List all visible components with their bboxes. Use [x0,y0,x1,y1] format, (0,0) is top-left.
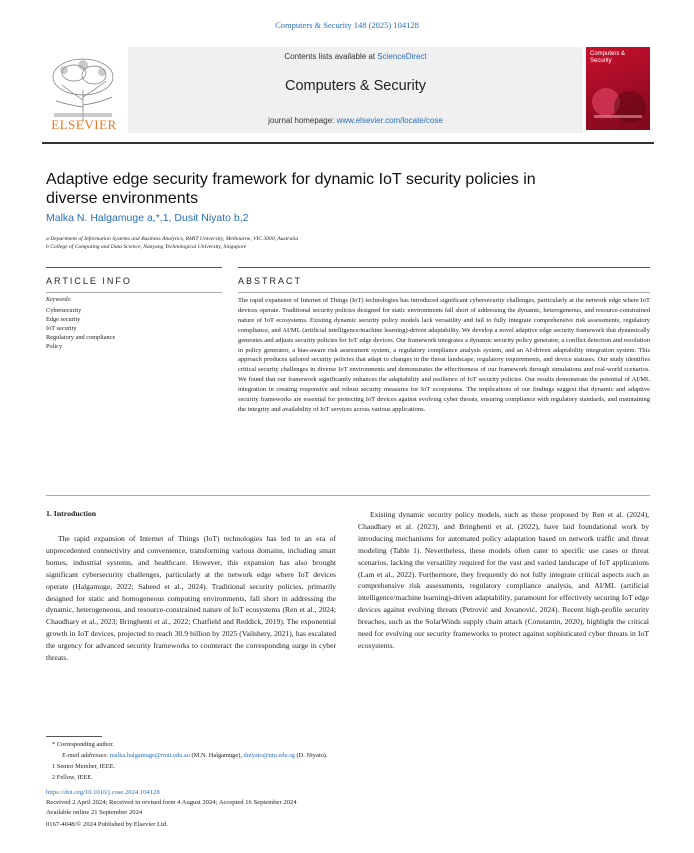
homepage-prefix: journal homepage: [268,116,337,125]
journal-name: Computers & Security [284,78,427,94]
author-list[interactable]: Malka N. Halgamuge a,*,1, Dusit Niyato b,2 [46,212,249,224]
footnote-1: 1 Senior Member, IEEE. [52,763,116,770]
introduction-left-column: The rapid expansion of Internet of Things (IoT) technologies has led to an era of unprecedented connectivity and convenience, transforming various domains, including smart homes, industrial systems, and healthcare. However, this expansion has also brought significant cybersecurity challenges, particularly at the network edge where IoT devices operate (Halgamuge, 2022; Saheed et al., 2024). Traditional security policies, primarily designed for static and homogeneous computing environments, fall short in addressing the dynamic, heterogeneous, and resource-constrained nature of IoT ecosystems (Ren et al., 2024; Chaudhary et al., 2023; Bringhenti et al., 2022; Chatfield and Reddick, 2019). The exponential growth in IoT devices, projected to reach 30.9 billion by 2025 (Vailshery, 2021), has escalated the urgency for advanced security frameworks to counteract the corresponding surge in cyber threats. [46,534,336,663]
footnote-rule [46,736,102,737]
affiliation-b: b College of Computing and Data Science, Nanyang Technological University, Singapore [46,244,247,250]
header-rule [42,142,654,144]
keywords-label: Keywords: [46,297,72,303]
keyword-item: Cybersecurity [46,307,82,314]
email-name-2: (D. Niyato). [294,752,328,759]
article-info-heading: ARTICLE INFO [46,276,132,286]
abstract-rule-2 [238,292,650,293]
abstract-end-rule [46,495,650,496]
introduction-heading: 1. Introduction [46,509,97,518]
available-online: Available online 21 September 2024 [46,809,143,816]
contents-prefix: Contents lists available at [284,52,378,61]
keyword-item: IoT security [46,325,77,332]
article-info-rule [46,267,222,268]
introduction-right-column: Existing dynamic security policy models, such as those proposed by Ren et al. (2024), Chaudhary et al. (2023), and Bringhenti et al. (2022), have laid foundational work by introducing mechanisms for automated policy adaptation based on network traffic and threat modeling (Table 1). Nevertheless, these models often cater to specific use cases or threat scenarios, lacking the versatility required for the vast and varied landscape of IoT applications (Lam et al., 2022). Furthermore, they frequently do not fully integrate critical aspects such as comprehensive risk assessments, regulatory compliance analysis, and AI/ML (artificial intelligence/machine learning)-driven adaptability, paramount for effectively securing IoT edge devices against evolving threats (Petrović and Jovanović, 2024). Recent high-profile security breaches, such as the SolarWinds supply chain attack (Constantin, 2020), highlight the critical need for evolving our security frameworks to protect against sophisticated cyber threats in IoT ecosystems. [358,510,649,650]
email-label: E-mail addresses: [62,752,110,759]
keyword-item: Regulatory and compliance [46,334,116,341]
abstract-text: The rapid expansion of Internet of Things (IoT) technologies has introduced significant cybersecurity challenges, particularly at the network edge where IoT devices operate. Traditional security policies designed for static environments fall short of addressing the dynamic, heterogeneous, and resource-constrained nature of IoT ecosystems. Existing dynamic security policy models lack versatility and fail to fully integrate comprehensive risk assessments, regulatory compliance, and AI/ML (artificial intelligence/machine learning)-driven adaptability. We develop a novel adaptive edge security framework that dynamically generates and adjusts security policies for IoT edge devices. Our framework integrates a dynamic security policy generator, a conflict detection and resolution in policy generator, a bias-aware risk assessment system, a regulatory compliance analysis system, and an AI-driven adaptability integration system. This approach produces tailored security policies that adapt to changes in the threat landscape, regulatory requirements, and device statuses. Our study identifies critical security challenges in diverse IoT environments and demonstrates the effectiveness of our framework through simulations and real-world scenarios. We found that our framework significantly enhances the adaptability and resilience of IoT security policies. Our results demonstrate the potential of AI/ML integration in creating responsive and robust security measures for IoT ecosystems. The implications of our findings suggest that dynamic and adaptive security frameworks are essential for protecting IoT devices against evolving cyber threats, ensuring compliance with regulatory standards, and maintaining the integrity and availability of IoT services across various applications. [238,297,650,413]
footnote-2: 2 Fellow, IEEE. [52,774,93,781]
homepage-line [128,116,583,125]
article-info-rule-2 [46,292,222,293]
article-title-line-1: Adaptive edge security framework for dynamic IoT security policies in [46,171,536,188]
journal-citation[interactable]: Computers & Security 148 (2025) 104128 [275,20,419,30]
email-line [62,750,328,761]
publisher-logo-text: ELSEVIER [51,117,117,132]
email-name-1: (M.N. Halgamuge), [189,752,244,759]
abstract-heading: ABSTRACT [238,276,303,286]
homepage-link[interactable]: www.elsevier.com/locate/cose [336,116,443,125]
email-link-1[interactable]: malka.halgamuge@rmit.edu.au [109,752,190,759]
contents-line [128,52,583,61]
sciencedirect-link[interactable]: ScienceDirect [377,52,427,61]
email-link-2[interactable]: dniyato@ntu.edu.sg [243,752,295,759]
journal-cover-image[interactable] [586,47,650,130]
copyright-line: 0167-4048/© 2024 Published by Elsevier Ltd. [46,821,168,828]
abstract-rule [238,267,650,268]
doi-link[interactable]: https://doi.org/10.1016/j.cose.2024.104128 [46,789,160,796]
article-title-line-2: diverse environments [46,190,199,207]
keyword-item: Policy [46,343,63,350]
cover-title: Computers & Security [590,51,626,64]
article-title [46,170,646,208]
received-dates: Received 2 April 2024; Received in revised form 4 August 2024; Accepted 16 September 2024 [46,799,297,806]
cover-artwork [586,77,650,130]
keyword-item: Edge security [46,316,81,323]
affiliation-a: a Department of Information Systems and Business Analytics, RMIT University, Melbourne, VIC 3000, Australia [46,236,299,242]
corresponding-note: * Corresponding author. [52,741,114,748]
